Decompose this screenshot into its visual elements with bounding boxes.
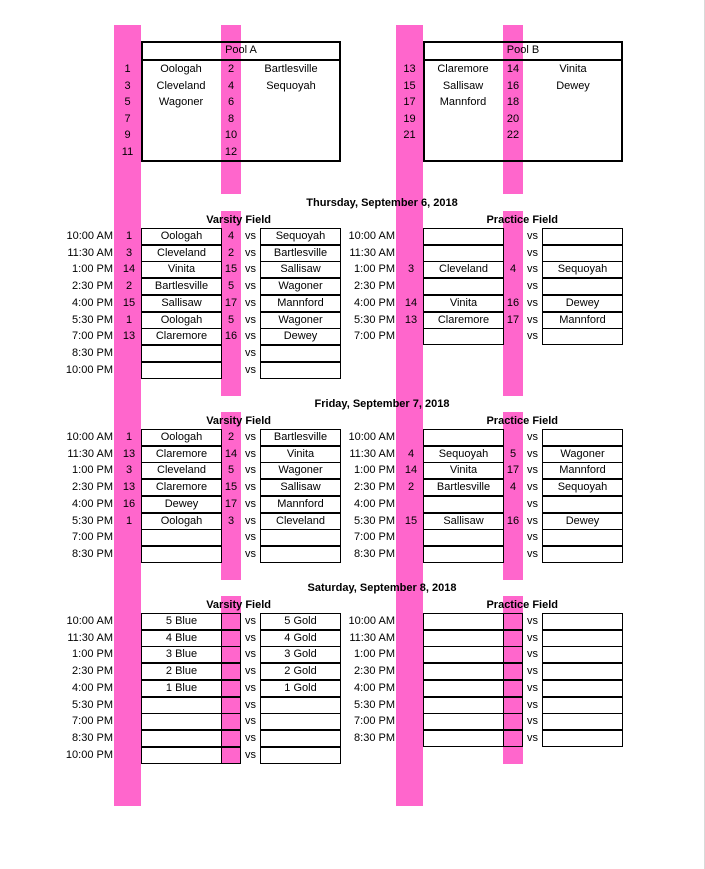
team-cell <box>542 730 623 747</box>
seed-number: 13 <box>122 481 136 494</box>
pool-team: Dewey <box>556 79 590 92</box>
pool-seed: 8 <box>227 112 235 125</box>
time-slot: 10:00 AM <box>348 615 395 627</box>
time-slot: 7:00 PM <box>354 531 395 544</box>
team-cell <box>141 730 222 747</box>
vs-label: vs <box>527 514 538 527</box>
vs-label: vs <box>245 665 256 678</box>
team-cell: Cleveland <box>141 245 222 262</box>
time-slot: 8:30 PM <box>354 547 395 560</box>
time-slot: 10:00 AM <box>348 230 395 242</box>
vs-label: vs <box>527 447 538 460</box>
team-cell <box>542 228 623 245</box>
vs-label: vs <box>527 280 538 293</box>
pool-team: Mannford <box>439 96 487 109</box>
vs-label: vs <box>527 263 538 276</box>
team-cell <box>542 429 623 446</box>
seed-cell <box>221 730 241 747</box>
vs-label: vs <box>245 748 256 761</box>
seed-number: 5 <box>227 313 235 326</box>
team-cell: Sallisaw <box>260 261 341 278</box>
team-cell <box>260 345 341 362</box>
time-slot: 1:00 PM <box>354 648 395 661</box>
seed-number: 14 <box>404 296 418 309</box>
day-2-date: Friday, September 7, 2018 <box>314 398 450 410</box>
day-1-practice-label: Practice Field <box>486 214 558 226</box>
team-cell: Vinita <box>423 462 504 479</box>
vs-label: vs <box>527 681 538 694</box>
team-cell: Vinita <box>260 446 341 463</box>
time-slot: 11:30 AM <box>67 447 113 460</box>
team-cell <box>423 228 504 245</box>
seed-cell <box>503 730 523 747</box>
vs-label: vs <box>527 296 538 309</box>
vs-label: vs <box>527 547 538 560</box>
seed-number: 16 <box>506 514 520 527</box>
seed-number: 1 <box>125 431 133 443</box>
seed-cell <box>221 613 241 630</box>
vs-label: vs <box>245 363 256 376</box>
team-cell <box>423 245 504 262</box>
time-slot: 2:30 PM <box>354 280 395 293</box>
pool-seed: 11 <box>121 146 134 158</box>
vs-label: vs <box>527 665 538 678</box>
vs-label: vs <box>527 648 538 661</box>
time-slot: 5:30 PM <box>354 698 395 711</box>
day-1-varsity-label: Varsity Field <box>206 214 271 226</box>
team-cell: 2 Gold <box>260 663 341 680</box>
seed-number: 17 <box>224 497 238 510</box>
time-slot: 5:30 PM <box>72 698 113 711</box>
vs-label: vs <box>245 263 256 276</box>
time-slot: 4:00 PM <box>72 681 113 694</box>
vs-label: vs <box>527 246 538 259</box>
team-cell: Bartlesville <box>260 245 341 262</box>
time-slot: 2:30 PM <box>72 280 113 293</box>
pool-a-title: Pool A <box>225 44 257 56</box>
seed-number: 4 <box>407 447 415 460</box>
day-2-varsity-label: Varsity Field <box>206 415 271 427</box>
team-cell: Bartlesville <box>260 429 341 446</box>
vs-label: vs <box>527 464 538 477</box>
team-cell: Sequoyah <box>423 446 504 463</box>
time-slot: 5:30 PM <box>72 313 113 326</box>
team-cell: Mannford <box>542 312 623 329</box>
seed-cell <box>503 663 523 680</box>
team-cell <box>260 747 341 764</box>
vs-label: vs <box>527 731 538 744</box>
pool-seed: 2 <box>227 63 235 75</box>
team-cell <box>542 245 623 262</box>
team-cell: Wagoner <box>542 446 623 463</box>
day-2-practice-label: Practice Field <box>486 415 558 427</box>
seed-number: 16 <box>122 497 136 510</box>
team-cell <box>423 663 504 680</box>
team-cell: Sequoyah <box>260 228 341 245</box>
pool-team: Claremore <box>437 63 489 75</box>
seed-cell <box>221 747 241 764</box>
team-cell <box>542 697 623 714</box>
team-cell: Wagoner <box>260 312 341 329</box>
time-slot: 1:00 PM <box>354 464 395 477</box>
team-cell: Cleveland <box>423 261 504 278</box>
time-slot: 11:30 AM <box>67 246 113 259</box>
time-slot: 8:30 PM <box>72 731 113 744</box>
team-cell <box>141 529 222 546</box>
team-cell: Sallisaw <box>141 295 222 312</box>
team-cell <box>423 529 504 546</box>
time-slot: 7:00 PM <box>72 715 113 728</box>
team-cell: Vinita <box>423 295 504 312</box>
seed-number: 16 <box>224 330 238 343</box>
time-slot: 5:30 PM <box>72 514 113 527</box>
seed-number: 17 <box>224 296 238 309</box>
team-cell <box>141 697 222 714</box>
team-cell <box>141 747 222 764</box>
seed-number: 16 <box>506 296 520 309</box>
team-cell: Dewey <box>542 295 623 312</box>
time-slot: 2:30 PM <box>354 665 395 678</box>
time-slot: 2:30 PM <box>72 481 113 494</box>
seed-number: 14 <box>404 464 418 477</box>
seed-number: 5 <box>227 464 235 477</box>
vs-label: vs <box>245 631 256 644</box>
team-cell: Dewey <box>141 496 222 513</box>
seed-number: 14 <box>122 263 136 276</box>
pool-b-title: Pool B <box>506 44 540 56</box>
seed-number: 1 <box>125 514 133 527</box>
time-slot: 10:00 PM <box>65 363 113 376</box>
time-slot: 10:00 AM <box>66 615 113 627</box>
vs-label: vs <box>527 431 538 443</box>
vs-label: vs <box>245 681 256 694</box>
team-cell: Mannford <box>260 295 341 312</box>
seed-number: 2 <box>125 280 133 293</box>
team-cell <box>542 529 623 546</box>
pink-band-seed-b2 <box>503 412 523 580</box>
team-cell: Sallisaw <box>260 479 341 496</box>
team-cell <box>542 646 623 663</box>
seed-number: 1 <box>125 313 133 326</box>
seed-cell <box>503 613 523 630</box>
vs-label: vs <box>527 531 538 544</box>
vs-label: vs <box>245 715 256 728</box>
vs-label: vs <box>527 230 538 242</box>
time-slot: 10:00 AM <box>348 431 395 443</box>
day-3-varsity-label: Varsity Field <box>206 599 271 611</box>
time-slot: 8:30 PM <box>354 731 395 744</box>
seed-number: 13 <box>404 313 418 326</box>
vs-label: vs <box>245 330 256 343</box>
team-cell <box>542 713 623 730</box>
seed-number: 13 <box>122 330 136 343</box>
vs-label: vs <box>527 631 538 644</box>
vs-label: vs <box>245 313 256 326</box>
seed-cell <box>503 697 523 714</box>
vs-label: vs <box>245 731 256 744</box>
time-slot: 8:30 PM <box>72 346 113 359</box>
time-slot: 7:00 PM <box>72 531 113 544</box>
team-cell: Claremore <box>141 446 222 463</box>
team-cell <box>423 546 504 563</box>
time-slot: 5:30 PM <box>354 313 395 326</box>
team-cell: Cleveland <box>141 462 222 479</box>
team-cell <box>423 697 504 714</box>
pool-team: Wagoner <box>158 96 204 109</box>
seed-number: 4 <box>509 263 517 276</box>
time-slot: 10:00 AM <box>66 431 113 443</box>
team-cell: Claremore <box>141 479 222 496</box>
seed-number: 2 <box>407 481 415 494</box>
seed-number: 17 <box>506 464 520 477</box>
vs-label: vs <box>527 715 538 728</box>
pool-team: Sallisaw <box>442 79 484 92</box>
team-cell <box>423 278 504 295</box>
vs-label: vs <box>245 296 256 309</box>
seed-cell <box>503 630 523 647</box>
time-slot: 1:00 PM <box>72 263 113 276</box>
pool-team: Cleveland <box>156 79 206 92</box>
vs-label: vs <box>245 280 256 293</box>
pool-seed: 4 <box>227 79 235 92</box>
seed-cell <box>503 713 523 730</box>
team-cell <box>423 713 504 730</box>
pool-team: Oologah <box>160 63 202 75</box>
time-slot: 1:00 PM <box>72 648 113 661</box>
vs-label: vs <box>527 481 538 494</box>
team-cell <box>423 630 504 647</box>
time-slot: 4:00 PM <box>354 681 395 694</box>
vs-label: vs <box>527 313 538 326</box>
team-cell: 4 Gold <box>260 630 341 647</box>
pool-team: Vinita <box>559 63 587 75</box>
pool-seed: 5 <box>124 96 131 109</box>
time-slot: 10:00 PM <box>65 748 113 761</box>
time-slot: 8:30 PM <box>72 547 113 560</box>
team-cell: 2 Blue <box>141 663 222 680</box>
team-cell: Bartlesville <box>141 278 222 295</box>
team-cell <box>542 328 623 345</box>
team-cell <box>423 646 504 663</box>
seed-number: 2 <box>227 246 235 259</box>
team-cell: Wagoner <box>260 462 341 479</box>
team-cell: Dewey <box>542 513 623 530</box>
time-slot: 2:30 PM <box>72 665 113 678</box>
seed-number: 5 <box>227 280 235 293</box>
pool-seed: 12 <box>224 146 238 158</box>
pool-seed: 15 <box>403 79 416 92</box>
seed-number: 3 <box>407 263 415 276</box>
vs-label: vs <box>245 615 256 627</box>
team-cell: Oologah <box>141 513 222 530</box>
vs-label: vs <box>527 497 538 510</box>
team-cell: 3 Gold <box>260 646 341 663</box>
team-cell <box>141 362 222 379</box>
seed-number: 14 <box>224 447 238 460</box>
team-cell: 5 Gold <box>260 613 341 630</box>
seed-number: 4 <box>509 481 517 494</box>
time-slot: 11:30 AM <box>349 447 395 460</box>
vs-label: vs <box>245 531 256 544</box>
day-1-date: Thursday, September 6, 2018 <box>306 197 458 209</box>
pool-seed: 3 <box>124 79 131 92</box>
seed-cell <box>221 680 241 697</box>
pool-seed: 22 <box>506 129 520 142</box>
day-3-practice-label: Practice Field <box>486 599 558 611</box>
vs-label: vs <box>527 615 538 627</box>
time-slot: 4:00 PM <box>72 296 113 309</box>
seed-number: 3 <box>227 514 235 527</box>
pool-seed: 20 <box>506 112 520 125</box>
time-slot: 7:00 PM <box>354 330 395 343</box>
pool-seed: 9 <box>124 129 131 142</box>
vs-label: vs <box>245 481 256 494</box>
team-cell <box>423 730 504 747</box>
vs-label: vs <box>245 648 256 661</box>
pool-seed: 1 <box>124 63 131 75</box>
pool-seed: 16 <box>506 79 520 92</box>
vs-label: vs <box>527 330 538 343</box>
team-cell <box>542 613 623 630</box>
team-cell <box>542 663 623 680</box>
seed-number: 2 <box>227 431 235 443</box>
team-cell: Oologah <box>141 228 222 245</box>
seed-cell <box>221 697 241 714</box>
team-cell: Sallisaw <box>423 513 504 530</box>
time-slot: 7:00 PM <box>72 330 113 343</box>
vs-label: vs <box>527 698 538 711</box>
team-cell <box>141 345 222 362</box>
vs-label: vs <box>245 514 256 527</box>
time-slot: 11:30 AM <box>67 631 113 644</box>
time-slot: 11:30 AM <box>349 631 395 644</box>
team-cell: Mannford <box>542 462 623 479</box>
team-cell <box>423 328 504 345</box>
time-slot: 1:00 PM <box>354 263 395 276</box>
vs-label: vs <box>245 346 256 359</box>
time-slot: 1:00 PM <box>72 464 113 477</box>
seed-number: 1 <box>125 230 133 242</box>
vs-label: vs <box>245 447 256 460</box>
time-slot: 10:00 AM <box>66 230 113 242</box>
seed-cell <box>221 713 241 730</box>
team-cell <box>423 613 504 630</box>
team-cell: Dewey <box>260 328 341 345</box>
team-cell: Sequoyah <box>542 479 623 496</box>
vs-label: vs <box>245 464 256 477</box>
seed-cell <box>503 646 523 663</box>
day-3-date: Saturday, September 8, 2018 <box>307 582 457 594</box>
seed-cell <box>503 680 523 697</box>
team-cell: 3 Blue <box>141 646 222 663</box>
team-cell: 1 Gold <box>260 680 341 697</box>
team-cell: Cleveland <box>260 513 341 530</box>
seed-cell <box>221 646 241 663</box>
seed-number: 15 <box>404 514 418 527</box>
pool-team: Sequoyah <box>266 79 316 92</box>
seed-number: 4 <box>227 230 235 242</box>
team-cell: 4 Blue <box>141 630 222 647</box>
team-cell: Sequoyah <box>542 261 623 278</box>
team-cell <box>141 546 222 563</box>
team-cell <box>423 429 504 446</box>
pool-seed: 18 <box>506 96 520 109</box>
team-cell: Claremore <box>423 312 504 329</box>
seed-number: 17 <box>506 313 520 326</box>
time-slot: 11:30 AM <box>349 246 395 259</box>
team-cell: 1 Blue <box>141 680 222 697</box>
pool-seed: 10 <box>224 129 238 142</box>
team-cell: Wagoner <box>260 278 341 295</box>
seed-number: 15 <box>224 263 238 276</box>
vs-label: vs <box>245 698 256 711</box>
team-cell <box>542 680 623 697</box>
pool-seed: 6 <box>227 96 235 109</box>
team-cell: Oologah <box>141 429 222 446</box>
team-cell <box>423 680 504 697</box>
team-cell <box>542 630 623 647</box>
vs-label: vs <box>245 497 256 510</box>
pool-seed: 13 <box>403 63 416 75</box>
seed-number: 3 <box>125 246 133 259</box>
time-slot: 5:30 PM <box>354 514 395 527</box>
team-cell: Bartlesville <box>423 479 504 496</box>
team-cell: Mannford <box>260 496 341 513</box>
team-cell <box>542 546 623 563</box>
seed-number: 3 <box>125 464 133 477</box>
time-slot: 4:00 PM <box>72 497 113 510</box>
team-cell <box>423 496 504 513</box>
pool-seed: 19 <box>403 112 416 125</box>
seed-number: 5 <box>509 447 517 460</box>
seed-cell <box>221 663 241 680</box>
time-slot: 4:00 PM <box>354 497 395 510</box>
team-cell <box>141 713 222 730</box>
team-cell: Claremore <box>141 328 222 345</box>
team-cell: Vinita <box>141 261 222 278</box>
team-cell <box>542 278 623 295</box>
seed-number: 13 <box>122 447 136 460</box>
vs-label: vs <box>245 230 256 242</box>
pool-seed: 7 <box>124 112 131 125</box>
team-cell: 5 Blue <box>141 613 222 630</box>
pool-team: Bartlesville <box>264 63 318 75</box>
team-cell <box>260 362 341 379</box>
pool-seed: 14 <box>506 63 520 75</box>
seed-number: 15 <box>122 296 136 309</box>
vs-label: vs <box>245 547 256 560</box>
seed-cell <box>221 630 241 647</box>
team-cell: Oologah <box>141 312 222 329</box>
pool-seed: 21 <box>403 129 416 142</box>
pool-seed: 17 <box>403 96 416 109</box>
vs-label: vs <box>245 246 256 259</box>
time-slot: 4:00 PM <box>354 296 395 309</box>
team-cell <box>542 496 623 513</box>
vs-label: vs <box>245 431 256 443</box>
time-slot: 2:30 PM <box>354 481 395 494</box>
seed-number: 15 <box>224 481 238 494</box>
time-slot: 7:00 PM <box>354 715 395 728</box>
